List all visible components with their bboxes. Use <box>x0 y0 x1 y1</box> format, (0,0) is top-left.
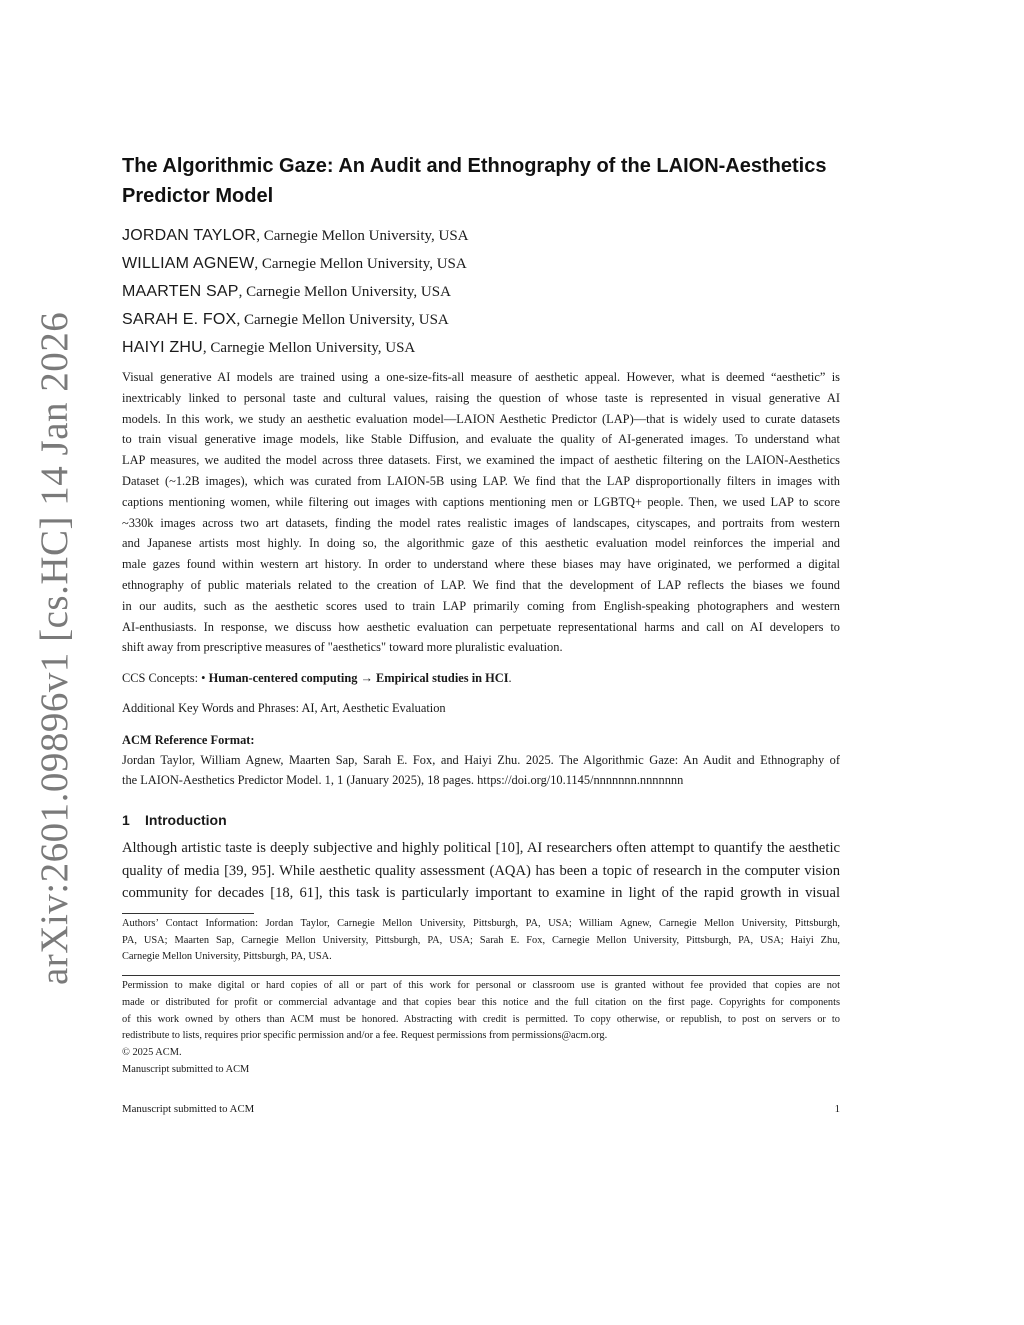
section-title: Introduction <box>145 812 227 828</box>
arxiv-identifier: arXiv:2601.09896v1 [cs.HC] 14 Jan 2026 <box>33 311 76 985</box>
ccs-term: Empirical studies in HCI <box>376 671 509 685</box>
abstract-line: in our audits, such as the aesthetic scores used to train LAP primarily coming from English-speaking photographers and western <box>122 598 840 613</box>
section-number: 1 <box>122 812 130 828</box>
author-name: SARAH E. FOX <box>122 311 237 328</box>
permission-line: of this work owned by others than ACM must be honored. Abstracting with credit is permitted. To copy otherwise, or republish, to post on servers or to <box>122 1013 840 1025</box>
permission-line: made or distributed for profit or commercial advantage and that copies bear this notice and the full citation on the first page. Copyrights for components <box>122 996 840 1008</box>
author-name: HAIYI ZHU <box>122 339 203 356</box>
author-affiliation: , Carnegie Mellon University, USA <box>256 228 469 244</box>
intro-line: quality of media [39, 95]. While aesthetic quality assessment (AQA) has been a topic of research in the computer vision <box>122 862 840 879</box>
intro-line: Although artistic taste is deeply subjective and highly political [10], AI researchers often attempt to quantify the aesthetic <box>122 840 840 856</box>
acm-reference-heading: ACM Reference Format: <box>122 733 255 747</box>
permission-notice <box>122 978 840 1079</box>
ccs-label: CCS Concepts: • <box>122 671 209 685</box>
ccs-arrow: → <box>357 671 376 685</box>
paper-title <box>122 151 840 211</box>
author-affiliation: , Carnegie Mellon University, USA <box>254 256 467 272</box>
section-heading-introduction <box>122 810 840 830</box>
author-affiliation: , Carnegie Mellon University, USA <box>202 340 416 356</box>
author-affiliation: , Carnegie Mellon University, USA <box>238 284 451 300</box>
abstract <box>122 367 840 658</box>
ccs-term: Human-centered computing <box>208 671 358 685</box>
author-name: WILLIAM AGNEW <box>122 255 255 272</box>
abstract-line: models. In this work, we study an aesthetic evaluation model—LAION Aesthetic Predictor (LAP)—that is widely used to curate datasets <box>122 411 840 426</box>
page-footer <box>122 1101 840 1117</box>
manuscript-note: Manuscript submitted to ACM <box>122 1063 250 1075</box>
intro-line: community for decades [18, 61], this task is particularly important to examine in light of the rapid growth in visual <box>122 885 840 901</box>
author-list <box>122 222 840 362</box>
author-entry <box>122 306 840 334</box>
abstract-line: captions mentioning women, while filtering out images with captions mentioning men or LGBTQ+ people. Then, we used LAP to score <box>122 494 840 509</box>
ccs-end: . <box>508 671 512 685</box>
abstract-line: ~330k images across two art datasets, finding the model rates realistic images of landscapes, cityscapes, and portraits from western <box>122 515 840 530</box>
introduction-paragraph <box>122 837 840 905</box>
author-name: MAARTEN SAP <box>122 283 239 300</box>
abstract-line: inextricably linked to personal taste and cultural values, raising the question of whose taste is represented in visual generative AI <box>122 390 840 405</box>
author-entry <box>122 334 840 362</box>
author-entry <box>122 222 840 250</box>
permission-line: Permission to make digital or hard copies of all or part of this work for personal or classroom use is granted without fee provided that copies are not <box>122 980 840 991</box>
permission-divider <box>122 975 840 976</box>
page-number: 1 <box>834 1103 840 1115</box>
abstract-line: LAP measures, we audited the model across three datasets. First, we examined the impact of aesthetic filtering on the LAION-Aesthetics <box>122 453 840 468</box>
acm-reference-line: Jordan Taylor, William Agnew, Maarten Sap, Sarah E. Fox, and Haiyi Zhu. 2025. The Algorithmic Gaze: An Audit and Ethnography of <box>122 753 840 767</box>
keywords: Additional Key Words and Phrases: AI, Art, Aesthetic Evaluation <box>122 701 446 715</box>
abstract-line: Dataset (~1.2B images), which was curated from LAION-5B using LAP. We find that the LAP disproportionally filters in images with <box>122 473 840 488</box>
abstract-line: to train visual generative image models, like Stable Diffusion, and evaluate the quality of AI-generated images. To understand what <box>122 432 840 447</box>
abstract-line: ethnography of public materials related to the creation of LAP. We find that the development of LAP reflects the biases we found <box>122 577 840 592</box>
abstract-line: and Japanese artists most highly. In doing so, the algorithmic gaze of this aesthetic evaluation model reinforces the imperial and <box>122 536 840 551</box>
permission-line: redistribute to lists, requires prior specific permission and/or a fee. Request permissions from permissions@acm.org. <box>122 1030 608 1042</box>
abstract-line: shift away from prescriptive measures of "aesthetics" toward more pluralistic evaluation. <box>122 640 563 655</box>
footer-venue: Manuscript submitted to ACM <box>122 1103 255 1115</box>
abstract-line: Visual generative AI models are trained using a one-size-fits-all measure of aesthetic appeal. However, what is deemed “aesthetic” is <box>122 370 840 384</box>
copyright-line: © 2025 ACM. <box>122 1047 182 1059</box>
abstract-line: AI-enthusiasts. In response, we discuss how aesthetic evaluation can perpetuate representational harms and call on AI developers to <box>122 619 840 634</box>
acm-reference-line: the LAION-Aesthetics Predictor Model. 1, 1 (January 2025), 18 pages. https://doi.org/10.1145/nnnnnnn.nnnnnnn <box>122 773 684 787</box>
abstract-line: male gazes found within western art history. In order to understand where these biases may have originated, we performed a digital <box>122 557 840 572</box>
title-line: Predictor Model <box>122 185 274 207</box>
author-contact-information <box>122 916 840 966</box>
ccs-concepts <box>122 669 840 687</box>
author-affiliation: , Carnegie Mellon University, USA <box>236 312 449 328</box>
author-entry <box>122 250 840 278</box>
acm-reference-format <box>122 730 840 790</box>
footnote-divider <box>122 913 254 914</box>
contact-line: PA, USA; Maarten Sap, Carnegie Mellon University, Pittsburgh, PA, USA; Sarah E. Fox, Carnegie Mellon University, Pittsburgh, PA, USA; Haiyi Zhu, <box>122 934 840 946</box>
contact-line: Authors’ Contact Information: Jordan Taylor, Carnegie Mellon University, Pittsburgh, PA, USA; William Agnew, Carnegie Mellon University, Pittsburgh, <box>122 918 840 929</box>
contact-line: Carnegie Mellon University, Pittsburgh, PA, USA. <box>122 951 332 962</box>
title-line: The Algorithmic Gaze: An Audit and Ethnography of the LAION-Aesthetics <box>122 155 827 177</box>
author-entry <box>122 278 840 306</box>
author-name: JORDAN TAYLOR <box>122 227 257 244</box>
